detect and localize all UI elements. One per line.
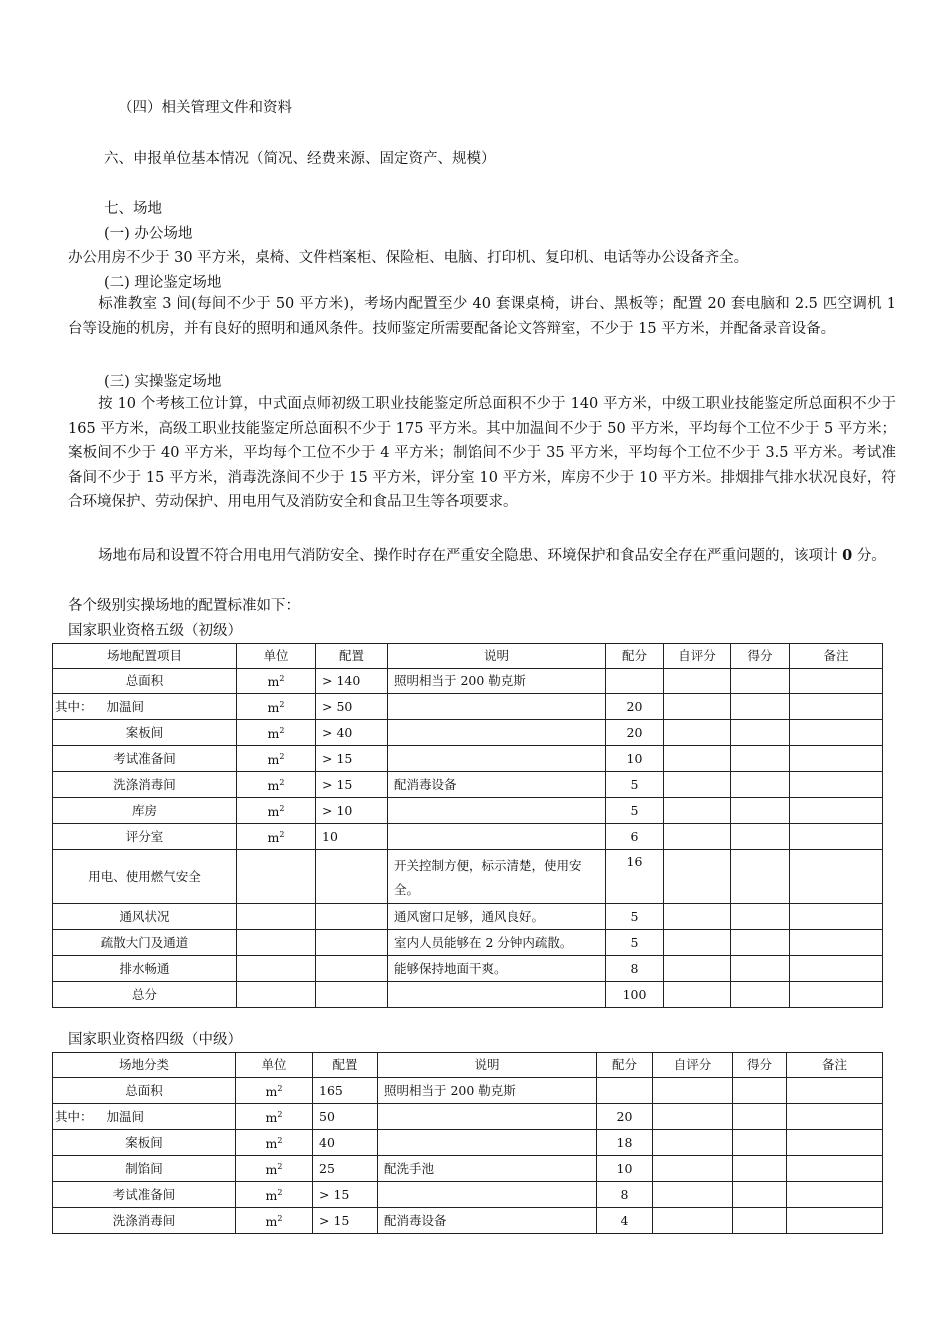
item-cell xyxy=(53,1182,236,1208)
item-cell xyxy=(53,694,237,720)
note-cell xyxy=(388,694,606,720)
item-label: 通风状况 xyxy=(119,908,170,924)
table-level-4 xyxy=(52,1052,883,1234)
score-cell: 4 xyxy=(597,1208,653,1234)
config-intro: 各个级别实操场地的配置标准如下： xyxy=(68,598,300,614)
table-row xyxy=(53,956,883,982)
item-cell xyxy=(53,824,237,850)
config-cell: > 15 xyxy=(316,746,388,772)
result-score-cell xyxy=(731,746,790,772)
unit-label: m xyxy=(265,1188,278,1204)
remark-cell xyxy=(787,1078,883,1104)
t2-header-5: 自评分 xyxy=(653,1053,733,1078)
remark-cell xyxy=(790,982,883,1008)
practice-paragraph: 按 10 个考核工位计算，中式面点师初级工职业技能鉴定所总面积不少于 140 平方米，中级工职业技能鉴定所总面积不少于 165 平方米，高级工职业技能鉴定所总面积不少于 175 平方米。其中加温间不少于 50 平方米，平均每个工位不少于 5 平方米；案板间不少于 40 平方米，平均每个工位不少于 4 平方米；制馅间不少于 35 平方米，平均每个工位不少于 3.5 平方米。考试准备间不少于 15 平方米，消毒洗涤间不少于 15 平方米，评分室 10 平方米，库房不少于 10 平方米。排烟排气排水状况良好，符合环境保护、劳动保护、用电用气及消防安全和食品卫生等各项要求。 xyxy=(68,396,896,510)
unit-label: m xyxy=(267,830,280,846)
note-cell xyxy=(388,746,606,772)
t2-header-3: 说明 xyxy=(378,1053,597,1078)
remark-cell xyxy=(790,956,883,982)
unit-label: m xyxy=(265,1214,278,1230)
unit-label: m xyxy=(267,804,280,820)
item-label: 加温间 xyxy=(106,698,145,714)
result-score-cell xyxy=(731,982,790,1008)
remark-cell xyxy=(790,904,883,930)
self-score-cell xyxy=(664,669,731,694)
item-label: 总分 xyxy=(131,986,157,1002)
result-score-cell xyxy=(733,1182,787,1208)
unit-cell xyxy=(237,956,316,982)
table-row xyxy=(53,850,883,904)
item-label: 加温间 xyxy=(106,1108,145,1124)
config-cell: 10 xyxy=(316,824,388,850)
note-cell: 开关控制方便，标示清楚，使用安全。 xyxy=(388,850,606,904)
score-cell: 100 xyxy=(606,982,664,1008)
t1-header-6: 得分 xyxy=(731,644,790,669)
note-cell: 配消毒设备 xyxy=(388,772,606,798)
note-cell xyxy=(388,982,606,1008)
item-label: 库房 xyxy=(131,802,157,818)
t2-header-2: 配置 xyxy=(313,1053,378,1078)
remark-cell xyxy=(790,824,883,850)
remark-cell xyxy=(790,669,883,694)
table-row xyxy=(53,772,883,798)
item-cell xyxy=(53,746,237,772)
table-row xyxy=(53,1104,883,1130)
config-cell: 50 xyxy=(313,1104,378,1130)
result-score-cell xyxy=(731,956,790,982)
item-cell xyxy=(53,669,237,694)
t2-header-4: 配分 xyxy=(597,1053,653,1078)
unit-cell xyxy=(237,720,316,746)
remark-cell xyxy=(790,746,883,772)
unit-superscript: 2 xyxy=(279,829,285,839)
note-cell xyxy=(378,1130,597,1156)
note-cell: 能够保持地面干爽。 xyxy=(388,956,606,982)
unit-cell xyxy=(237,772,316,798)
heading-section-4: （四）相关管理文件和资料 xyxy=(118,100,292,116)
unit-cell xyxy=(237,904,316,930)
theory-paragraph: 标准教室 3 间(每间不少于 50 平方米)，考场内配置至少 40 套课桌椅，讲台、黑板等；配置 20 套电脑和 2.5 匹空调机 1 台等设施的机房，并有良好的照明和通风条件。技师鉴定所需要配备论文答辩室，不少于 15 平方米，并配备录音设备。 xyxy=(68,296,896,337)
self-score-cell xyxy=(664,850,731,904)
item-label: 评分室 xyxy=(125,828,164,844)
unit-superscript: 2 xyxy=(277,1135,283,1145)
config-cell: > 15 xyxy=(313,1208,378,1234)
item-cell xyxy=(53,904,237,930)
item-label: 排水畅通 xyxy=(119,960,170,976)
unit-label: m xyxy=(267,726,280,742)
item-label: 案板间 xyxy=(125,724,164,740)
unit-superscript: 2 xyxy=(279,803,285,813)
unit-cell xyxy=(237,982,316,1008)
self-score-cell xyxy=(664,930,731,956)
config-cell: 25 xyxy=(313,1156,378,1182)
unit-label: m xyxy=(267,700,280,716)
table-row xyxy=(53,1156,883,1182)
unit-cell xyxy=(236,1078,313,1104)
note-cell: 配消毒设备 xyxy=(378,1208,597,1234)
remark-cell xyxy=(790,720,883,746)
office-title: (一) 办公场地 xyxy=(104,226,193,242)
score-cell: 5 xyxy=(606,798,664,824)
unit-superscript: 2 xyxy=(279,725,285,735)
self-score-cell xyxy=(664,982,731,1008)
self-score-cell xyxy=(664,798,731,824)
unit-superscript: 2 xyxy=(279,699,285,709)
self-score-cell xyxy=(664,694,731,720)
table-row xyxy=(53,798,883,824)
unit-superscript: 2 xyxy=(279,751,285,761)
item-cell xyxy=(53,1208,236,1234)
score-cell: 20 xyxy=(606,720,664,746)
table-row xyxy=(53,746,883,772)
unit-superscript: 2 xyxy=(277,1187,283,1197)
result-score-cell xyxy=(731,850,790,904)
table-row xyxy=(53,669,883,694)
item-cell xyxy=(53,1104,236,1130)
config-cell: 165 xyxy=(313,1078,378,1104)
t2-header-6: 得分 xyxy=(733,1053,787,1078)
config-cell: > 50 xyxy=(316,694,388,720)
unit-cell xyxy=(236,1130,313,1156)
score-cell: 20 xyxy=(597,1104,653,1130)
table-row xyxy=(53,694,883,720)
config-cell xyxy=(316,850,388,904)
table-row xyxy=(53,1130,883,1156)
t1-header-1: 单位 xyxy=(237,644,316,669)
result-score-cell xyxy=(733,1208,787,1234)
self-score-cell xyxy=(653,1208,733,1234)
remark-cell xyxy=(787,1182,883,1208)
score-cell: 20 xyxy=(606,694,664,720)
unit-cell xyxy=(236,1156,313,1182)
t1-header-2: 配置 xyxy=(316,644,388,669)
item-label: 用电、使用燃气安全 xyxy=(88,868,201,884)
config-cell: 40 xyxy=(313,1130,378,1156)
result-score-cell xyxy=(733,1104,787,1130)
config-cell: > 15 xyxy=(313,1182,378,1208)
self-score-cell xyxy=(664,746,731,772)
table-level-5 xyxy=(52,643,883,1008)
config-cell: > 15 xyxy=(316,772,388,798)
practice-title: (三) 实操鉴定场地 xyxy=(104,374,222,390)
score-cell: 8 xyxy=(597,1182,653,1208)
unit-cell xyxy=(237,694,316,720)
remark-cell xyxy=(790,772,883,798)
table-row xyxy=(53,904,883,930)
unit-label: m xyxy=(265,1110,278,1126)
result-score-cell xyxy=(733,1078,787,1104)
score-cell: 5 xyxy=(606,772,664,798)
unit-label: m xyxy=(267,674,280,690)
score-cell xyxy=(597,1078,653,1104)
unit-cell xyxy=(236,1208,313,1234)
remark-cell xyxy=(790,930,883,956)
safety-paragraph: 场地布局和设置不符合用电用气消防安全、操作时存在严重安全隐患、环境保护和食品安全存在严重问题的，该项计 0 分。 xyxy=(98,547,886,564)
note-cell xyxy=(388,798,606,824)
config-cell xyxy=(316,930,388,956)
remark-cell xyxy=(787,1208,883,1234)
item-label: 疏散大门及通道 xyxy=(100,934,189,950)
self-score-cell xyxy=(664,772,731,798)
row-prefix: 其中： xyxy=(55,1108,93,1124)
self-score-cell xyxy=(664,904,731,930)
table2-caption: 国家职业资格四级（中级） xyxy=(68,1032,242,1048)
self-score-cell xyxy=(653,1078,733,1104)
table-row xyxy=(53,1208,883,1234)
config-cell xyxy=(316,956,388,982)
unit-label: m xyxy=(267,752,280,768)
unit-superscript: 2 xyxy=(277,1213,283,1223)
unit-label: m xyxy=(265,1084,278,1100)
note-cell: 配洗手池 xyxy=(378,1156,597,1182)
note-cell: 照明相当于 200 勒克斯 xyxy=(388,669,606,694)
unit-superscript: 2 xyxy=(277,1083,283,1093)
table-row xyxy=(53,824,883,850)
note-cell: 照明相当于 200 勒克斯 xyxy=(378,1078,597,1104)
unit-cell xyxy=(236,1104,313,1130)
table-row xyxy=(53,1182,883,1208)
remark-cell xyxy=(787,1104,883,1130)
self-score-cell xyxy=(653,1156,733,1182)
score-cell: 8 xyxy=(606,956,664,982)
table1-caption: 国家职业资格五级（初级） xyxy=(68,623,242,639)
unit-cell xyxy=(237,746,316,772)
score-cell: 10 xyxy=(597,1156,653,1182)
item-cell xyxy=(53,798,237,824)
table-row xyxy=(53,982,883,1008)
t1-header-row xyxy=(53,644,883,669)
unit-cell xyxy=(237,798,316,824)
self-score-cell xyxy=(664,720,731,746)
theory-title: (二) 理论鉴定场地 xyxy=(104,275,222,291)
item-cell xyxy=(53,982,237,1008)
item-label: 洗涤消毒间 xyxy=(113,776,176,792)
config-cell: > 140 xyxy=(316,669,388,694)
item-label: 总面积 xyxy=(125,673,164,688)
row-prefix: 其中： xyxy=(55,698,93,714)
item-label: 洗涤消毒间 xyxy=(112,1212,176,1228)
table-row xyxy=(53,1078,883,1104)
item-label: 制馅间 xyxy=(125,1160,163,1176)
self-score-cell xyxy=(664,956,731,982)
t1-header-0: 场地配置项目 xyxy=(53,644,237,669)
note-cell xyxy=(378,1182,597,1208)
unit-superscript: 2 xyxy=(277,1161,283,1171)
score-cell: 5 xyxy=(606,904,664,930)
result-score-cell xyxy=(731,669,790,694)
unit-cell xyxy=(237,669,316,694)
result-score-cell xyxy=(731,904,790,930)
heading-section-6: 六、申报单位基本情况（简况、经费来源、固定资产、规模） xyxy=(104,151,496,167)
item-label: 考试准备间 xyxy=(112,1186,176,1202)
score-cell: 5 xyxy=(606,930,664,956)
unit-superscript: 2 xyxy=(277,1109,283,1119)
note-cell xyxy=(388,824,606,850)
result-score-cell xyxy=(731,694,790,720)
result-score-cell xyxy=(733,1130,787,1156)
note-cell: 室内人员能够在 2 分钟内疏散。 xyxy=(388,930,606,956)
self-score-cell xyxy=(664,824,731,850)
remark-cell xyxy=(790,694,883,720)
score-cell: 16 xyxy=(606,850,664,904)
t2-header-0: 场地分类 xyxy=(53,1053,236,1078)
office-text: 办公用房不少于 30 平方米，桌椅、文件档案柜、保险柜、电脑、打印机、复印机、电话等办公设备齐全。 xyxy=(68,250,749,266)
item-cell xyxy=(53,1130,236,1156)
result-score-cell xyxy=(731,824,790,850)
note-cell: 通风窗口足够，通风良好。 xyxy=(388,904,606,930)
self-score-cell xyxy=(653,1104,733,1130)
unit-cell xyxy=(237,824,316,850)
note-cell xyxy=(378,1104,597,1130)
config-cell xyxy=(316,904,388,930)
t2-header-1: 单位 xyxy=(236,1053,313,1078)
remark-cell xyxy=(790,798,883,824)
item-cell xyxy=(53,850,237,904)
t2-header-7: 备注 xyxy=(787,1053,883,1078)
score-cell: 6 xyxy=(606,824,664,850)
t1-header-5: 自评分 xyxy=(664,644,731,669)
zero-score: 0 xyxy=(842,547,853,564)
remark-cell xyxy=(790,850,883,904)
result-score-cell xyxy=(731,772,790,798)
unit-label: m xyxy=(265,1136,278,1152)
unit-superscript: 2 xyxy=(279,777,285,787)
table-row xyxy=(53,720,883,746)
result-score-cell xyxy=(731,720,790,746)
self-score-cell xyxy=(653,1182,733,1208)
item-label: 考试准备间 xyxy=(113,750,176,766)
unit-cell xyxy=(236,1182,313,1208)
config-cell: > 40 xyxy=(316,720,388,746)
unit-cell xyxy=(237,850,316,904)
result-score-cell xyxy=(731,930,790,956)
remark-cell xyxy=(787,1130,883,1156)
score-cell xyxy=(606,669,664,694)
config-cell xyxy=(316,982,388,1008)
item-cell xyxy=(53,720,237,746)
unit-label: m xyxy=(267,778,280,794)
item-cell xyxy=(53,930,237,956)
t2-header-row xyxy=(53,1053,883,1078)
item-cell xyxy=(53,772,237,798)
config-cell: > 10 xyxy=(316,798,388,824)
table-row xyxy=(53,930,883,956)
t1-header-3: 说明 xyxy=(388,644,606,669)
unit-label: m xyxy=(265,1162,278,1178)
score-cell: 10 xyxy=(606,746,664,772)
item-label: 案板间 xyxy=(125,1134,163,1150)
unit-superscript: 2 xyxy=(279,674,285,684)
t1-header-4: 配分 xyxy=(606,644,664,669)
result-score-cell xyxy=(733,1156,787,1182)
item-cell xyxy=(53,1078,236,1104)
t1-header-7: 备注 xyxy=(790,644,883,669)
unit-cell xyxy=(237,930,316,956)
note-cell xyxy=(388,720,606,746)
item-label: 总面积 xyxy=(125,1082,163,1098)
result-score-cell xyxy=(731,798,790,824)
item-cell xyxy=(53,956,237,982)
heading-section-7: 七、场地 xyxy=(104,201,162,217)
item-cell xyxy=(53,1156,236,1182)
self-score-cell xyxy=(653,1130,733,1156)
remark-cell xyxy=(787,1156,883,1182)
score-cell: 18 xyxy=(597,1130,653,1156)
